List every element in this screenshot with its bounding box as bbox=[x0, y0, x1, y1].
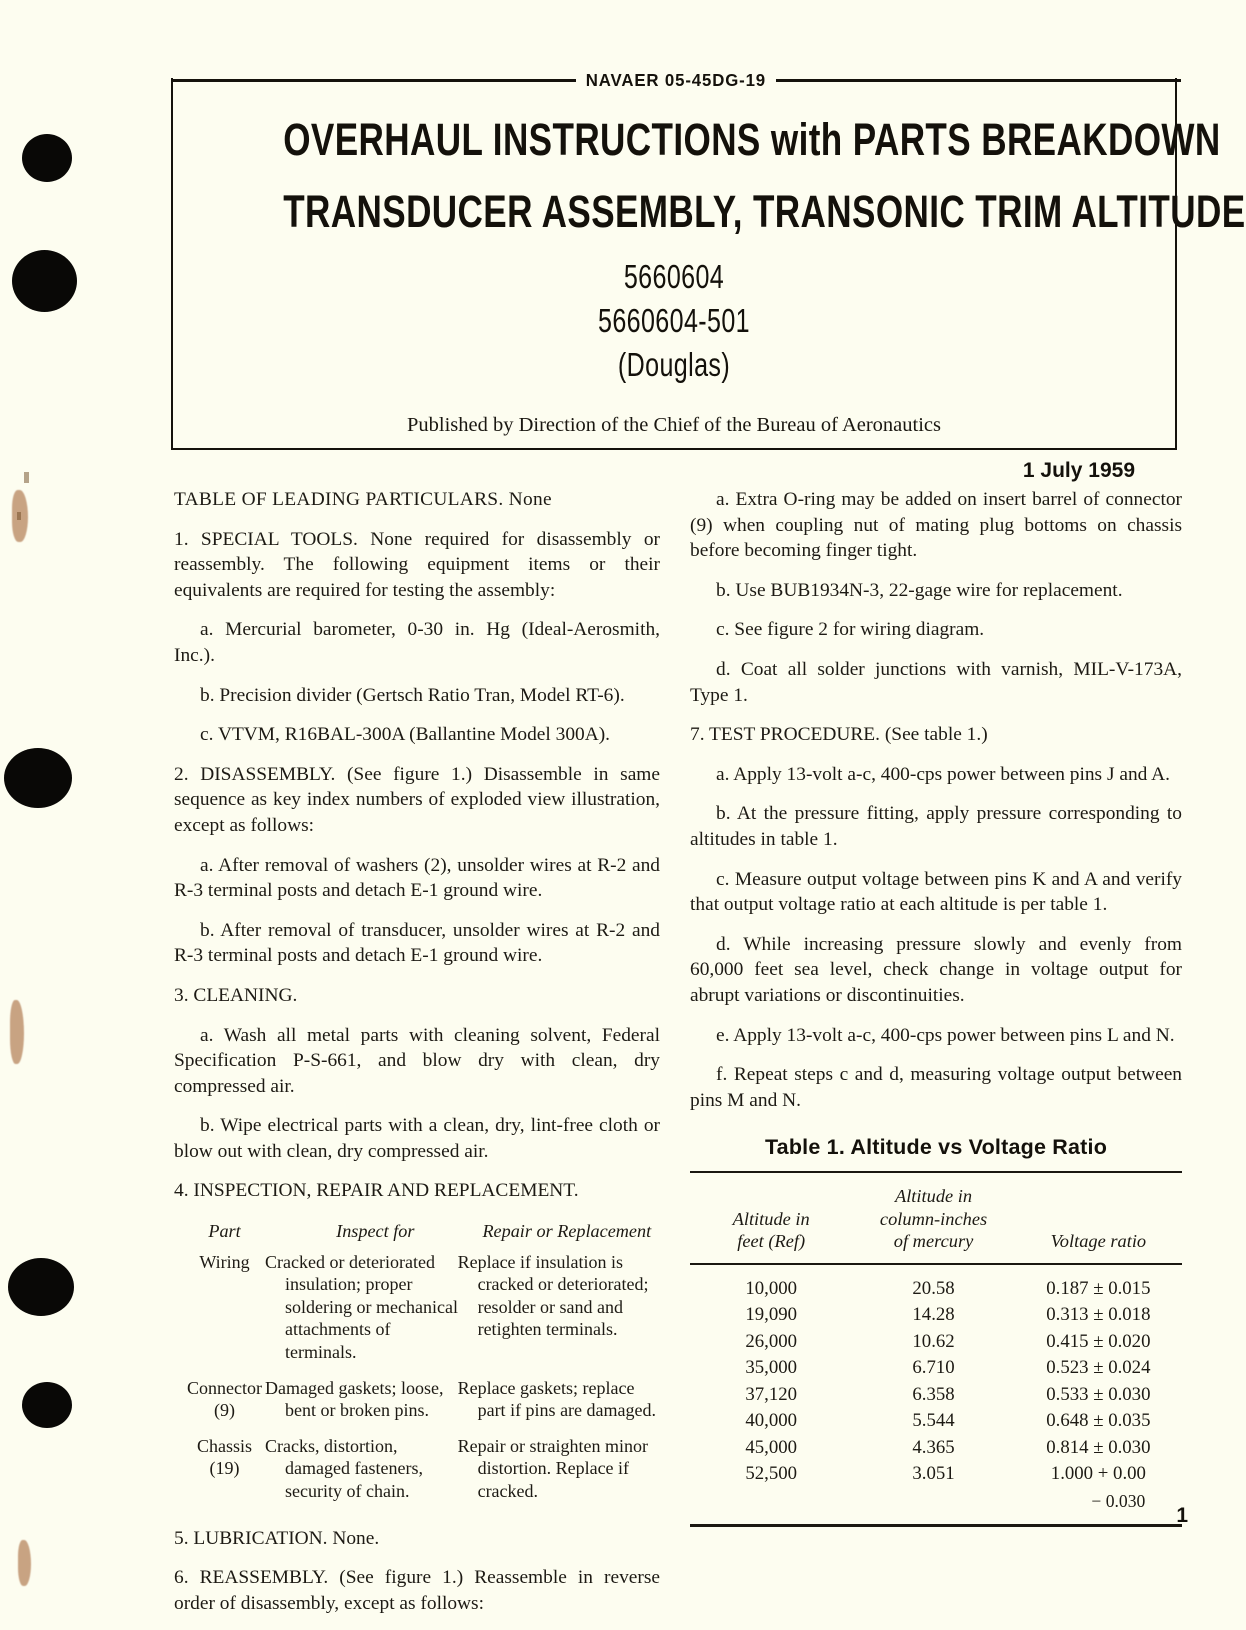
section-6-item-d: d. Coat all solder junctions with varnish, MIL-V-173A, Type 1. bbox=[690, 658, 1182, 706]
table-row bbox=[690, 1276, 1182, 1303]
table1-ratio-7 bbox=[1015, 1461, 1182, 1514]
title-heading-line2: TRANSDUCER ASSEMBLY, TRANSONIC TRIM ALTITUDE bbox=[283, 186, 1246, 237]
table1-caption: Table 1. Altitude vs Voltage Ratio bbox=[764, 1135, 1108, 1160]
table1-inches-0: 20.58 bbox=[912, 1277, 955, 1299]
table-row bbox=[690, 1435, 1182, 1462]
page-number: 1 bbox=[1176, 1504, 1188, 1527]
section-7-item-b: b. At the pressure fitting, apply pressure corresponding to altitudes in table 1. bbox=[690, 803, 1182, 850]
table-row bbox=[174, 1251, 660, 1377]
inspection-col-repair: Repair or Replacement bbox=[482, 1221, 652, 1242]
table1-inches-2: 10.62 bbox=[912, 1330, 955, 1352]
table1-ratio-tol-2: ± 0.020 bbox=[1093, 1330, 1151, 1352]
inspection-col-inspect-for: Inspect for bbox=[336, 1221, 415, 1242]
table1-ratio-tol-1: ± 0.018 bbox=[1093, 1304, 1151, 1326]
table1-col-inches-mercury bbox=[852, 1173, 1014, 1263]
published-by-line: Published by Direction of the Chief of the Bureau of Aeronautics bbox=[406, 414, 941, 436]
section-7-item-d: d. While increasing pressure slowly and evenly from 60,000 feet sea level, check change in voltage output for abrupt variations or discontinuities. bbox=[690, 933, 1182, 1006]
inspection-repair-chassis: Repair or straighten minor distortion. Replace if cracked. bbox=[457, 1435, 649, 1501]
table-row bbox=[690, 1302, 1182, 1329]
leading-particulars-heading: TABLE OF LEADING PARTICULARS. None bbox=[174, 489, 552, 510]
section-7-item-a: a. Apply 13-volt a-c, 400-cps power between pins J and A. bbox=[716, 763, 1170, 785]
inspection-part-wiring: Wiring bbox=[199, 1251, 250, 1272]
binder-hole-4 bbox=[8, 1258, 74, 1316]
table1-header-rule bbox=[690, 1263, 1182, 1265]
table1-altitude-1: 19,090 bbox=[745, 1304, 797, 1326]
table1-col-inches-mercury-l1: Altitude in bbox=[894, 1186, 973, 1207]
table1-ratio-value-2: 0.415 bbox=[1046, 1330, 1089, 1352]
table1-inches-5: 5.544 bbox=[912, 1410, 955, 1432]
rust-fleck-b bbox=[17, 512, 21, 520]
section-1-body: 1. SPECIAL TOOLS. None required for disassembly or reassembly. The following equipment items or their equivalents are required for testing the assembly: bbox=[174, 528, 660, 601]
table1-col-altitude-feet-l2: feet (Ref) bbox=[737, 1231, 806, 1252]
left-text-column bbox=[174, 487, 660, 1630]
title-box bbox=[171, 78, 1246, 482]
inspection-part-connector bbox=[174, 1377, 275, 1435]
section-1-item-c: c. VTVM, R16BAL-300A (Ballantine Model 300A). bbox=[200, 724, 611, 746]
rust-stain-lower bbox=[18, 1540, 31, 1586]
section-7-item-e: e. Apply 13-volt a-c, 400-cps power between pins L and N. bbox=[716, 1024, 1175, 1046]
table1-altitude-4: 37,120 bbox=[745, 1383, 797, 1405]
table1-ratio-tol-6: ± 0.030 bbox=[1093, 1436, 1151, 1458]
publication-date: 1 July 1959 bbox=[1022, 459, 1135, 482]
inspection-part-chassis-index: (19) bbox=[209, 1458, 240, 1479]
table1-ratio-tol-0: ± 0.015 bbox=[1093, 1277, 1151, 1299]
section-4-heading: 4. INSPECTION, REPAIR AND REPLACEMENT. bbox=[174, 1180, 579, 1202]
section-7-item-f: f. Repeat steps c and d, measuring voltage output between pins M and N. bbox=[690, 1064, 1182, 1111]
table1-ratio-1 bbox=[1015, 1302, 1182, 1329]
table1-bottom-rule bbox=[690, 1524, 1182, 1527]
table1-altitude-7: 52,500 bbox=[745, 1463, 797, 1485]
table1-ratio-3 bbox=[1015, 1355, 1182, 1382]
rust-fleck-a bbox=[24, 472, 29, 483]
table1-inches-4: 6.358 bbox=[912, 1383, 955, 1405]
section-3-item-a: a. Wash all metal parts with cleaning solvent, Federal Specification P-S-661, and blow dry with clean, dry compressed air. bbox=[174, 1024, 660, 1097]
section-7-heading: 7. TEST PROCEDURE. (See table 1.) bbox=[690, 724, 988, 746]
section-2-body: 2. DISASSEMBLY. (See figure 1.) Disassemble in same sequence as key index numbers of exploded view illustration, except as follows: bbox=[174, 763, 660, 836]
title-heading-line1: OVERHAUL INSTRUCTIONS with PARTS BREAKDOWN bbox=[283, 114, 1221, 165]
table-row bbox=[174, 1435, 660, 1516]
section-6-item-c: c. See figure 2 for wiring diagram. bbox=[716, 619, 985, 641]
table-row bbox=[690, 1408, 1182, 1435]
part-number-dash501: 5660604-501 bbox=[597, 302, 751, 339]
binder-hole-5 bbox=[22, 1382, 72, 1428]
section-3-heading: 3. CLEANING. bbox=[174, 984, 298, 1006]
table1-wrapper bbox=[690, 1171, 1182, 1527]
table1-ratio-6 bbox=[1015, 1435, 1182, 1462]
section-6-reassembly: 6. REASSEMBLY. (See figure 1.) Reassemble in reverse order of disassembly, except as follows: bbox=[174, 1567, 660, 1614]
table1-altitude-5: 40,000 bbox=[745, 1410, 797, 1432]
table1-col-inches-mercury-l3: of mercury bbox=[893, 1231, 974, 1252]
inspection-inspect-chassis: Cracks, distortion, damaged fasteners, security of chain. bbox=[265, 1435, 423, 1501]
table1-ratio-value-7: 1.000 bbox=[1050, 1463, 1094, 1485]
table1-ratio-tol-7-second: − 0.030 bbox=[1091, 1490, 1146, 1511]
table1-ratio-tol-5: ± 0.035 bbox=[1093, 1410, 1151, 1432]
section-1-item-b: b. Precision divider (Gertsch Ratio Tran, Model RT-6). bbox=[200, 684, 625, 706]
section-2-item-a: a. After removal of washers (2), unsolder wires at R-2 and R-3 terminal posts and detach E-1 ground wire. bbox=[174, 854, 660, 902]
table1-col-voltage-ratio: Voltage ratio bbox=[1050, 1231, 1147, 1252]
table-row bbox=[690, 1382, 1182, 1409]
table1-ratio-value-1: 0.313 bbox=[1046, 1304, 1089, 1326]
section-6-item-b: b. Use BUB1934N-3, 22-gage wire for replacement. bbox=[716, 579, 1123, 601]
table1-inches-1: 14.28 bbox=[912, 1304, 955, 1326]
section-7-item-c: c. Measure output voltage between pins K and A and verify that output voltage ratio at each altitude is per table 1. bbox=[690, 868, 1182, 916]
table1-ratio-value-0: 0.187 bbox=[1046, 1277, 1089, 1299]
table-row bbox=[690, 1355, 1182, 1382]
inspection-repair-connector: Replace gaskets; replace part if pins are damaged. bbox=[457, 1377, 657, 1421]
table1-ratio-value-3: 0.523 bbox=[1046, 1357, 1089, 1379]
table1-ratio-0 bbox=[1015, 1276, 1182, 1303]
table1-inches-7: 3.051 bbox=[912, 1463, 955, 1485]
manufacturer-name: (Douglas) bbox=[617, 346, 731, 383]
table1-body bbox=[690, 1276, 1182, 1515]
table1-altitude-3: 35,000 bbox=[745, 1357, 797, 1379]
table1-ratio-2 bbox=[1015, 1329, 1182, 1356]
inspection-col-part: Part bbox=[208, 1221, 241, 1242]
table-row bbox=[174, 1377, 660, 1435]
rust-stain-middle bbox=[10, 1000, 24, 1064]
inspection-part-connector-index: (9) bbox=[214, 1400, 236, 1421]
table1-altitude-0: 10,000 bbox=[745, 1277, 797, 1299]
section-5-lubrication: 5. LUBRICATION. None. bbox=[174, 1527, 380, 1549]
table1-ratio-5 bbox=[1015, 1408, 1182, 1435]
table1-ratio-tol-4: ± 0.030 bbox=[1093, 1383, 1151, 1405]
table1-altitude-vs-voltage-ratio bbox=[690, 1173, 1182, 1263]
table1-inches-3: 6.710 bbox=[912, 1357, 955, 1379]
table1-col-inches-mercury-l2: column-inches bbox=[879, 1208, 988, 1229]
inspection-part-connector-label: Connector bbox=[187, 1377, 263, 1398]
table1-header-row bbox=[690, 1173, 1182, 1263]
table1-col-altitude-feet bbox=[690, 1173, 852, 1263]
table1-ratio-value-5: 0.648 bbox=[1046, 1410, 1089, 1432]
inspection-table bbox=[174, 1218, 660, 1516]
table1-ratio-value-4: 0.533 bbox=[1046, 1383, 1089, 1405]
table1-altitude-2: 26,000 bbox=[745, 1330, 797, 1352]
binder-hole-2 bbox=[12, 250, 77, 312]
inspection-part-chassis bbox=[174, 1435, 275, 1516]
inspection-inspect-wiring: Cracked or deteriorated insulation; proper soldering or mechanical attachments of terminals. bbox=[265, 1251, 458, 1363]
table1-inches-6: 4.365 bbox=[912, 1436, 955, 1458]
section-3-item-b: b. Wipe electrical parts with a clean, dry, lint-free cloth or blow out with clean, dry compressed air. bbox=[174, 1115, 660, 1162]
inspection-repair-wiring: Replace if insulation is cracked or deteriorated; resolder or sand and retighten terminals. bbox=[457, 1251, 649, 1340]
inspection-table-header-row bbox=[174, 1218, 660, 1251]
table1-ratio-4 bbox=[1015, 1382, 1182, 1409]
table1-ratio-value-6: 0.814 bbox=[1046, 1436, 1089, 1458]
inspection-part-chassis-label: Chassis bbox=[197, 1435, 253, 1456]
table1-col-altitude-feet-l1: Altitude in bbox=[732, 1208, 810, 1229]
binder-hole-3 bbox=[4, 748, 72, 808]
part-number-primary: 5660604 bbox=[623, 258, 725, 295]
section-1-item-a: a. Mercurial barometer, 0-30 in. Hg (Ideal-Aerosmith, Inc.). bbox=[174, 619, 660, 666]
table1-altitude-6: 45,000 bbox=[745, 1436, 797, 1458]
inspection-inspect-connector: Damaged gaskets; loose, bent or broken pins. bbox=[265, 1377, 444, 1421]
table-row bbox=[690, 1461, 1182, 1514]
binder-hole-1 bbox=[22, 134, 72, 182]
right-text-column bbox=[690, 487, 1182, 1527]
table1-ratio-tol-3: ± 0.024 bbox=[1093, 1357, 1151, 1379]
section-6-item-a: a. Extra O-ring may be added on insert barrel of connector (9) when coupling nut of mating plug bottoms on chassis before becoming finger tight. bbox=[690, 489, 1182, 562]
navaer-number: NAVAER 05-45DG-19 bbox=[585, 69, 767, 90]
table-row bbox=[690, 1329, 1182, 1356]
section-2-item-b: b. After removal of transducer, unsolder wires at R-2 and R-3 terminal posts and detach E-1 ground wire. bbox=[174, 919, 660, 967]
table1-ratio-tol-7: + 0.00 bbox=[1097, 1463, 1146, 1485]
